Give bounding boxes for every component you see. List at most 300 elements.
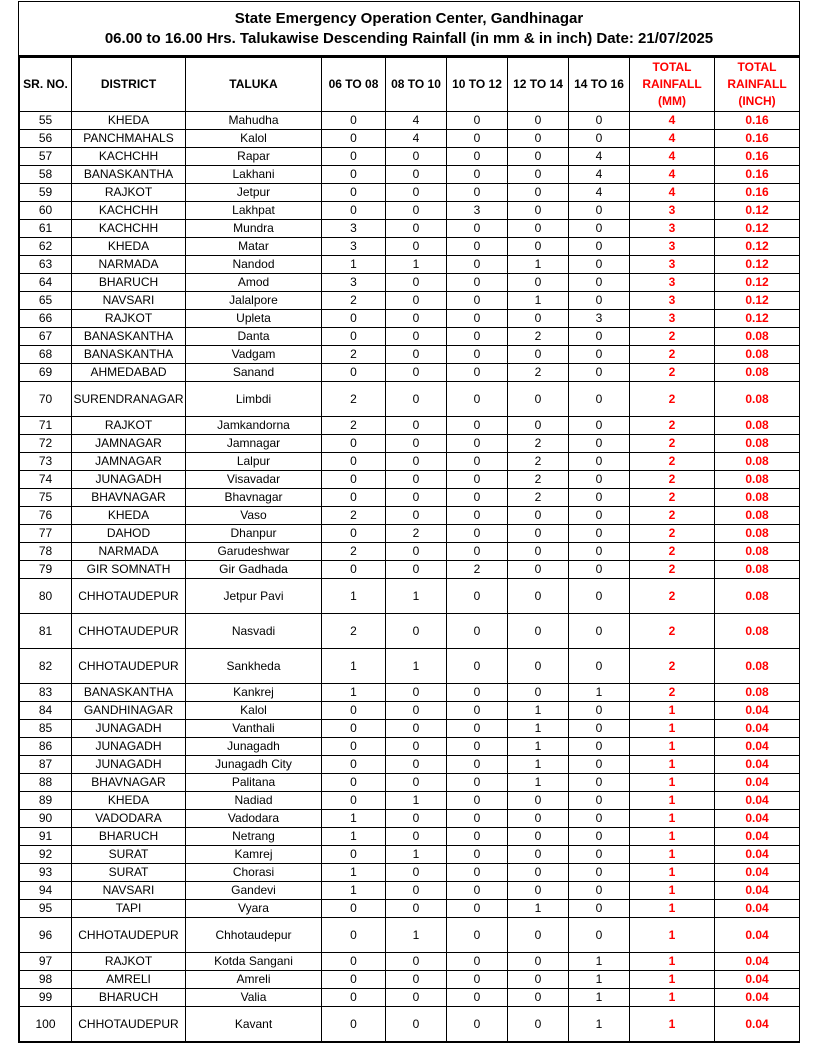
table-row: [20, 846, 800, 864]
slot-14-16-cell: 0: [569, 828, 630, 846]
report-header: [19, 2, 799, 57]
slot-12-14-cell: 1: [508, 702, 569, 720]
slot-08-10-cell: 0: [386, 561, 447, 579]
slot-10-12-cell: 0: [447, 846, 508, 864]
slot-12-14-cell: 0: [508, 684, 569, 702]
slot-14-16-cell: 0: [569, 900, 630, 918]
slot-14-16-cell: 0: [569, 882, 630, 900]
total-mm-cell: 2: [630, 525, 715, 543]
district-cell: RAJKOT: [72, 417, 186, 435]
slot-14-16-cell: 0: [569, 756, 630, 774]
total-mm-cell: 1: [630, 989, 715, 1007]
total-mm-cell: 2: [630, 507, 715, 525]
slot-14-16-cell: 0: [569, 561, 630, 579]
slot-06-08-cell: 3: [322, 238, 386, 256]
total-mm-cell: 2: [630, 684, 715, 702]
table-row: [20, 453, 800, 471]
taluka-cell: Kalol: [186, 130, 322, 148]
sr-no-cell: 68: [20, 346, 72, 364]
table-row: [20, 953, 800, 971]
district-cell: JUNAGADH: [72, 720, 186, 738]
slot-06-08-cell: 1: [322, 256, 386, 274]
slot-08-10-cell: 0: [386, 1007, 447, 1042]
slot-10-12-cell: 0: [447, 525, 508, 543]
district-cell: NARMADA: [72, 256, 186, 274]
total-inch-cell: 0.08: [715, 579, 800, 614]
slot-10-12-cell: 0: [447, 614, 508, 649]
sr-no-cell: 81: [20, 614, 72, 649]
total-inch-cell: 0.16: [715, 166, 800, 184]
slot-08-10-cell: 0: [386, 882, 447, 900]
slot-10-12-cell: 0: [447, 900, 508, 918]
sr-no-cell: 98: [20, 971, 72, 989]
taluka-cell: Gandevi: [186, 882, 322, 900]
slot-14-16-cell: 4: [569, 184, 630, 202]
slot-12-14-cell: 0: [508, 184, 569, 202]
slot-14-16-cell: 1: [569, 989, 630, 1007]
district-cell: RAJKOT: [72, 953, 186, 971]
slot-06-08-cell: 0: [322, 720, 386, 738]
col-header-06-to-08: 06 TO 08: [322, 58, 386, 112]
taluka-cell: Junagadh City: [186, 756, 322, 774]
slot-10-12-cell: 0: [447, 738, 508, 756]
sr-no-cell: 63: [20, 256, 72, 274]
slot-12-14-cell: 0: [508, 130, 569, 148]
district-cell: AMRELI: [72, 971, 186, 989]
district-cell: KACHCHH: [72, 148, 186, 166]
slot-14-16-cell: 0: [569, 220, 630, 238]
taluka-cell: Dhanpur: [186, 525, 322, 543]
slot-06-08-cell: 0: [322, 184, 386, 202]
slot-14-16-cell: 0: [569, 453, 630, 471]
table-row: [20, 774, 800, 792]
slot-14-16-cell: 0: [569, 846, 630, 864]
slot-14-16-cell: 0: [569, 202, 630, 220]
slot-10-12-cell: 0: [447, 971, 508, 989]
col-header-district: DISTRICT: [72, 58, 186, 112]
sr-no-cell: 69: [20, 364, 72, 382]
table-row: [20, 274, 800, 292]
slot-08-10-cell: 0: [386, 148, 447, 166]
slot-14-16-cell: 1: [569, 971, 630, 989]
slot-08-10-cell: 0: [386, 989, 447, 1007]
table-row: [20, 184, 800, 202]
total-inch-cell: 0.12: [715, 256, 800, 274]
sr-no-cell: 83: [20, 684, 72, 702]
slot-10-12-cell: 0: [447, 828, 508, 846]
total-inch-cell: 0.08: [715, 507, 800, 525]
table-row: [20, 720, 800, 738]
total-mm-cell: 2: [630, 328, 715, 346]
slot-12-14-cell: 0: [508, 274, 569, 292]
slot-10-12-cell: 0: [447, 292, 508, 310]
sr-no-cell: 66: [20, 310, 72, 328]
slot-06-08-cell: 0: [322, 918, 386, 953]
slot-08-10-cell: 0: [386, 774, 447, 792]
taluka-cell: Kalol: [186, 702, 322, 720]
slot-08-10-cell: 0: [386, 864, 447, 882]
district-cell: BANASKANTHA: [72, 684, 186, 702]
table-row: [20, 684, 800, 702]
slot-10-12-cell: 0: [447, 989, 508, 1007]
total-inch-cell: 0.08: [715, 614, 800, 649]
slot-12-14-cell: 0: [508, 507, 569, 525]
slot-14-16-cell: 0: [569, 435, 630, 453]
slot-08-10-cell: 4: [386, 112, 447, 130]
district-cell: DAHOD: [72, 525, 186, 543]
slot-08-10-cell: 2: [386, 525, 447, 543]
total-inch-cell: 0.04: [715, 792, 800, 810]
total-inch-cell: 0.12: [715, 274, 800, 292]
district-cell: CHHOTAUDEPUR: [72, 579, 186, 614]
slot-08-10-cell: 0: [386, 614, 447, 649]
slot-06-08-cell: 1: [322, 864, 386, 882]
slot-08-10-cell: 0: [386, 720, 447, 738]
slot-08-10-cell: 0: [386, 489, 447, 507]
district-cell: BHARUCH: [72, 989, 186, 1007]
total-mm-cell: 1: [630, 953, 715, 971]
sr-no-cell: 79: [20, 561, 72, 579]
slot-12-14-cell: 2: [508, 328, 569, 346]
slot-12-14-cell: 0: [508, 792, 569, 810]
taluka-cell: Limbdi: [186, 382, 322, 417]
taluka-cell: Junagadh: [186, 738, 322, 756]
total-mm-cell: 3: [630, 220, 715, 238]
slot-10-12-cell: 0: [447, 382, 508, 417]
total-mm-cell: 3: [630, 274, 715, 292]
report-title: State Emergency Operation Center, Gandhinagar: [234, 9, 584, 27]
total-inch-cell: 0.16: [715, 148, 800, 166]
slot-10-12-cell: 0: [447, 882, 508, 900]
total-mm-cell: 2: [630, 543, 715, 561]
district-cell: BANASKANTHA: [72, 328, 186, 346]
total-mm-cell: 3: [630, 310, 715, 328]
total-inch-cell: 0.04: [715, 953, 800, 971]
taluka-cell: Nasvadi: [186, 614, 322, 649]
table-row: [20, 220, 800, 238]
slot-08-10-cell: 0: [386, 274, 447, 292]
slot-10-12-cell: 0: [447, 579, 508, 614]
taluka-cell: Lakhani: [186, 166, 322, 184]
slot-14-16-cell: 0: [569, 579, 630, 614]
taluka-cell: Jetpur Pavi: [186, 579, 322, 614]
total-mm-cell: 4: [630, 112, 715, 130]
slot-10-12-cell: 0: [447, 364, 508, 382]
total-inch-cell: 0.04: [715, 882, 800, 900]
sr-no-cell: 87: [20, 756, 72, 774]
slot-08-10-cell: 0: [386, 364, 447, 382]
slot-06-08-cell: 0: [322, 328, 386, 346]
total-inch-cell: 0.04: [715, 846, 800, 864]
total-mm-cell: 2: [630, 614, 715, 649]
taluka-cell: Bhavnagar: [186, 489, 322, 507]
district-cell: GIR SOMNATH: [72, 561, 186, 579]
table-row: [20, 328, 800, 346]
total-mm-cell: 1: [630, 810, 715, 828]
slot-10-12-cell: 0: [447, 256, 508, 274]
slot-08-10-cell: 0: [386, 417, 447, 435]
total-inch-cell: 0.16: [715, 130, 800, 148]
total-inch-cell: 0.08: [715, 525, 800, 543]
slot-06-08-cell: 0: [322, 1007, 386, 1042]
total-inch-cell: 0.08: [715, 328, 800, 346]
total-inch-cell: 0.04: [715, 738, 800, 756]
slot-12-14-cell: 2: [508, 471, 569, 489]
slot-12-14-cell: 1: [508, 756, 569, 774]
slot-08-10-cell: 0: [386, 953, 447, 971]
district-cell: JUNAGADH: [72, 738, 186, 756]
table-row: [20, 202, 800, 220]
total-inch-cell: 0.04: [715, 918, 800, 953]
table-row: [20, 702, 800, 720]
table-row: [20, 649, 800, 684]
table-row: [20, 561, 800, 579]
district-cell: NAVSARI: [72, 882, 186, 900]
table-row: [20, 810, 800, 828]
slot-14-16-cell: 1: [569, 1007, 630, 1042]
slot-14-16-cell: 0: [569, 738, 630, 756]
slot-08-10-cell: 0: [386, 238, 447, 256]
district-cell: CHHOTAUDEPUR: [72, 918, 186, 953]
slot-14-16-cell: 0: [569, 525, 630, 543]
slot-12-14-cell: 0: [508, 1007, 569, 1042]
total-inch-cell: 0.08: [715, 453, 800, 471]
district-cell: AHMEDABAD: [72, 364, 186, 382]
slot-10-12-cell: 2: [447, 561, 508, 579]
slot-06-08-cell: 1: [322, 649, 386, 684]
sr-no-cell: 73: [20, 453, 72, 471]
total-inch-cell: 0.04: [715, 1007, 800, 1042]
slot-10-12-cell: 0: [447, 274, 508, 292]
slot-12-14-cell: 0: [508, 112, 569, 130]
taluka-cell: Lalpur: [186, 453, 322, 471]
slot-06-08-cell: 0: [322, 130, 386, 148]
table-row: [20, 507, 800, 525]
slot-08-10-cell: 0: [386, 684, 447, 702]
total-inch-cell: 0.12: [715, 238, 800, 256]
district-cell: SURAT: [72, 864, 186, 882]
slot-10-12-cell: 0: [447, 1007, 508, 1042]
slot-08-10-cell: 0: [386, 220, 447, 238]
sr-no-cell: 82: [20, 649, 72, 684]
total-mm-cell: 1: [630, 756, 715, 774]
slot-12-14-cell: 0: [508, 953, 569, 971]
taluka-cell: Lakhpat: [186, 202, 322, 220]
taluka-cell: Chhotaudepur: [186, 918, 322, 953]
slot-14-16-cell: 4: [569, 166, 630, 184]
district-cell: TAPI: [72, 900, 186, 918]
sr-no-cell: 94: [20, 882, 72, 900]
district-cell: SURAT: [72, 846, 186, 864]
slot-08-10-cell: 0: [386, 202, 447, 220]
district-cell: KACHCHH: [72, 202, 186, 220]
slot-12-14-cell: 1: [508, 900, 569, 918]
table-row: [20, 792, 800, 810]
slot-12-14-cell: 1: [508, 738, 569, 756]
district-cell: PANCHMAHALS: [72, 130, 186, 148]
slot-10-12-cell: 0: [447, 184, 508, 202]
slot-14-16-cell: 0: [569, 417, 630, 435]
slot-06-08-cell: 0: [322, 364, 386, 382]
sr-no-cell: 55: [20, 112, 72, 130]
table-row: [20, 417, 800, 435]
slot-06-08-cell: 2: [322, 417, 386, 435]
table-row: [20, 900, 800, 918]
district-cell: SURENDRANAGAR: [72, 382, 186, 417]
slot-12-14-cell: 1: [508, 720, 569, 738]
taluka-cell: Amreli: [186, 971, 322, 989]
taluka-cell: Sanand: [186, 364, 322, 382]
sr-no-cell: 90: [20, 810, 72, 828]
total-mm-cell: 4: [630, 148, 715, 166]
total-mm-cell: 2: [630, 417, 715, 435]
slot-08-10-cell: 0: [386, 292, 447, 310]
report-subtitle: 06.00 to 16.00 Hrs. Talukawise Descending Rainfall (in mm & in inch) Date: 21/07/2025: [104, 29, 714, 47]
total-mm-cell: 3: [630, 292, 715, 310]
sr-no-cell: 86: [20, 738, 72, 756]
slot-08-10-cell: 0: [386, 971, 447, 989]
slot-14-16-cell: 0: [569, 614, 630, 649]
slot-14-16-cell: 0: [569, 328, 630, 346]
table-row: [20, 525, 800, 543]
taluka-cell: Rapar: [186, 148, 322, 166]
slot-06-08-cell: 0: [322, 900, 386, 918]
slot-12-14-cell: 1: [508, 256, 569, 274]
district-cell: RAJKOT: [72, 310, 186, 328]
slot-12-14-cell: 0: [508, 561, 569, 579]
taluka-cell: Vadodara: [186, 810, 322, 828]
slot-10-12-cell: 0: [447, 112, 508, 130]
district-cell: BHARUCH: [72, 274, 186, 292]
total-inch-cell: 0.12: [715, 220, 800, 238]
district-cell: NARMADA: [72, 543, 186, 561]
district-cell: BHAVNAGAR: [72, 774, 186, 792]
sr-no-cell: 61: [20, 220, 72, 238]
total-mm-cell: 2: [630, 364, 715, 382]
total-mm-cell: 2: [630, 579, 715, 614]
table-row: [20, 148, 800, 166]
sr-no-cell: 78: [20, 543, 72, 561]
total-inch-cell: 0.04: [715, 828, 800, 846]
slot-10-12-cell: 0: [447, 310, 508, 328]
slot-14-16-cell: 4: [569, 148, 630, 166]
table-row: [20, 256, 800, 274]
total-mm-cell: 4: [630, 130, 715, 148]
slot-06-08-cell: 0: [322, 525, 386, 543]
slot-06-08-cell: 2: [322, 346, 386, 364]
slot-10-12-cell: 0: [447, 953, 508, 971]
total-inch-cell: 0.12: [715, 310, 800, 328]
slot-10-12-cell: 0: [447, 756, 508, 774]
slot-12-14-cell: 0: [508, 417, 569, 435]
taluka-cell: Mahudha: [186, 112, 322, 130]
sr-no-cell: 67: [20, 328, 72, 346]
slot-12-14-cell: 2: [508, 489, 569, 507]
table-row: [20, 310, 800, 328]
district-cell: BANASKANTHA: [72, 166, 186, 184]
slot-08-10-cell: 0: [386, 435, 447, 453]
slot-14-16-cell: 0: [569, 130, 630, 148]
slot-06-08-cell: 0: [322, 846, 386, 864]
slot-12-14-cell: 0: [508, 238, 569, 256]
district-cell: RAJKOT: [72, 184, 186, 202]
slot-12-14-cell: 0: [508, 382, 569, 417]
taluka-cell: Palitana: [186, 774, 322, 792]
sr-no-cell: 59: [20, 184, 72, 202]
slot-06-08-cell: 1: [322, 579, 386, 614]
total-mm-cell: 3: [630, 238, 715, 256]
slot-08-10-cell: 4: [386, 130, 447, 148]
slot-10-12-cell: 0: [447, 810, 508, 828]
table-row: [20, 382, 800, 417]
sr-no-cell: 99: [20, 989, 72, 1007]
total-mm-cell: 3: [630, 256, 715, 274]
slot-12-14-cell: 0: [508, 202, 569, 220]
slot-08-10-cell: 0: [386, 900, 447, 918]
slot-12-14-cell: 2: [508, 453, 569, 471]
table-row: [20, 166, 800, 184]
district-cell: BHAVNAGAR: [72, 489, 186, 507]
table-row: [20, 130, 800, 148]
slot-08-10-cell: 1: [386, 579, 447, 614]
total-mm-cell: 1: [630, 900, 715, 918]
slot-08-10-cell: 0: [386, 810, 447, 828]
slot-06-08-cell: 1: [322, 828, 386, 846]
slot-10-12-cell: 0: [447, 328, 508, 346]
slot-08-10-cell: 1: [386, 649, 447, 684]
slot-08-10-cell: 0: [386, 310, 447, 328]
slot-06-08-cell: 0: [322, 453, 386, 471]
taluka-cell: Jamnagar: [186, 435, 322, 453]
slot-10-12-cell: 0: [447, 489, 508, 507]
district-cell: KHEDA: [72, 507, 186, 525]
slot-14-16-cell: 1: [569, 684, 630, 702]
slot-14-16-cell: 0: [569, 489, 630, 507]
slot-10-12-cell: 0: [447, 435, 508, 453]
slot-10-12-cell: 0: [447, 471, 508, 489]
col-header-taluka: TALUKA: [186, 58, 322, 112]
slot-12-14-cell: 0: [508, 166, 569, 184]
slot-10-12-cell: 0: [447, 864, 508, 882]
slot-06-08-cell: 2: [322, 292, 386, 310]
total-inch-cell: 0.16: [715, 112, 800, 130]
table-row: [20, 471, 800, 489]
col-header-total-inch: TOTAL RAINFALL (INCH): [715, 58, 800, 112]
total-mm-cell: 1: [630, 882, 715, 900]
slot-14-16-cell: 0: [569, 702, 630, 720]
sr-no-cell: 76: [20, 507, 72, 525]
total-inch-cell: 0.04: [715, 756, 800, 774]
sr-no-cell: 60: [20, 202, 72, 220]
taluka-cell: Jamkandorna: [186, 417, 322, 435]
total-inch-cell: 0.04: [715, 900, 800, 918]
table-row: [20, 614, 800, 649]
slot-08-10-cell: 0: [386, 471, 447, 489]
total-mm-cell: 4: [630, 166, 715, 184]
slot-06-08-cell: 0: [322, 561, 386, 579]
table-row: [20, 864, 800, 882]
slot-14-16-cell: 0: [569, 649, 630, 684]
taluka-cell: Jetpur: [186, 184, 322, 202]
slot-10-12-cell: 0: [447, 148, 508, 166]
slot-14-16-cell: 0: [569, 543, 630, 561]
slot-08-10-cell: 0: [386, 184, 447, 202]
slot-14-16-cell: 0: [569, 810, 630, 828]
sr-no-cell: 77: [20, 525, 72, 543]
slot-14-16-cell: 0: [569, 471, 630, 489]
slot-06-08-cell: 0: [322, 202, 386, 220]
total-mm-cell: 1: [630, 864, 715, 882]
